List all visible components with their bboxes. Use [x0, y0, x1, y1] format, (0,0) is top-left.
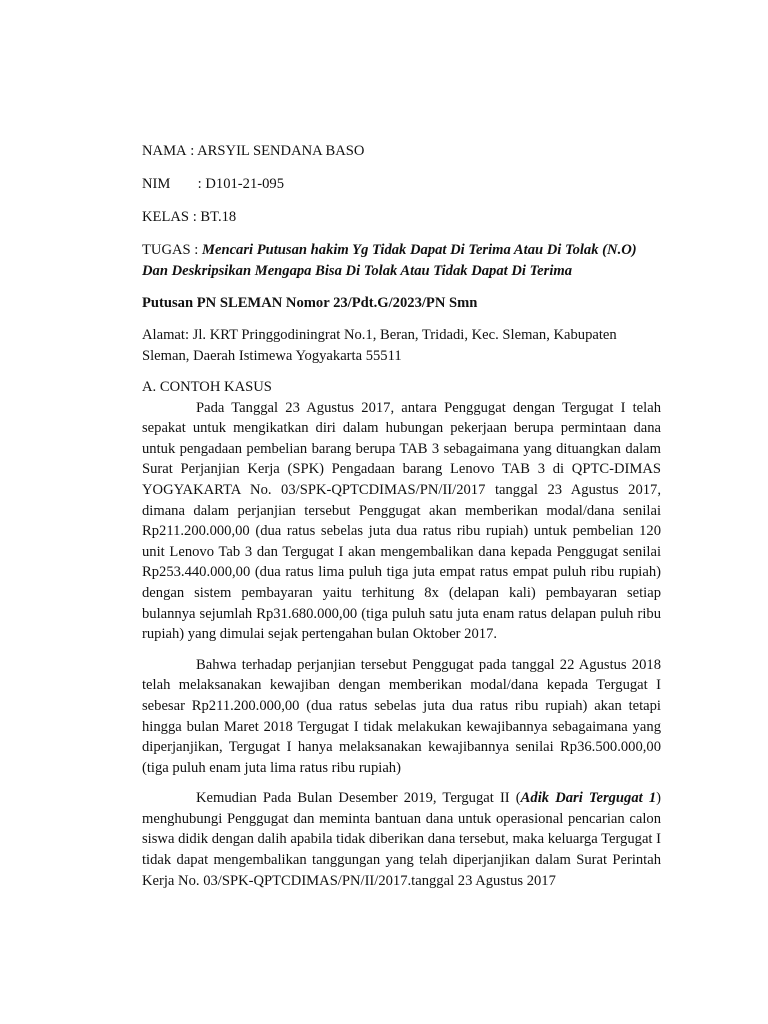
- section-title: A. CONTOH KASUS: [142, 379, 272, 395]
- task-text: Mencari Putusan hakim Yg Tidak Dapat Di Terima Atau Di Tolak (N.O) Dan Deskripsikan Mengapa Bisa Di Tolak Atau Tidak Dapat Di Terima: [142, 242, 637, 279]
- field-kelas: [142, 207, 661, 228]
- paragraph-3-before: Kemudian Pada Bulan Desember 2019, Tergugat II (: [196, 790, 521, 807]
- task-description: [142, 240, 661, 282]
- kelas-value: : BT.18: [192, 209, 237, 225]
- kelas-label: KELAS: [142, 209, 190, 225]
- case-heading: Putusan PN SLEMAN Nomor 23/Pdt.G/2023/PN Smn: [142, 295, 478, 311]
- nama-label: NAMA: [142, 143, 187, 159]
- paragraph-3-after: ) menghubungi Penggugat dan meminta bantuan dana untuk operasional pencarian calon siswa didik dengan dalih apabila tidak diberikan dana tersebut, maka keluarga Tergugat I tidak dapat mengembalikan tanggungan yang telah diperjanjikan dalam Surat Perintah Kerja No. 03/SPK-QPTCDIMAS/PN/II/2017.tanggal 23 Agustus 2017: [142, 790, 661, 889]
- paragraph-2: Bahwa terhadap perjanjian tersebut Penggugat pada tanggal 22 Agustus 2018 telah melaksanakan kewajiban dengan memberikan modal/dana kepada Tergugat I sebesar Rp211.200.000,00 (dua ratus sebelas juta dua ratus ribu rupiah) akan tetapi hingga bulan Maret 2018 Tergugat I tidak melakukan kewajibannya sebagaimana yang diperjanjikan, Tergugat I hanya melaksanakan kewajibannya senilai Rp36.500.000,00 (tiga puluh enam juta lima ratus ribu rupiah): [142, 656, 661, 776]
- paragraph-1: Pada Tanggal 23 Agustus 2017, antara Penggugat dengan Tergugat I telah sepakat untuk mengikatkan diri dalam hubungan pekerjaan berupa permintaan dana untuk pengadaan pembelian barang berupa TAB 3 sebagaimana yang dituangkan dalam Surat Perjanjian Kerja (SPK) Pengadaan barang Lenovo TAB 3 di QPTC-DIMAS YOGYAKARTA No. 03/SPK-QPTCDIMAS/PN/II/2017 tanggal 23 Agustus 2017, dimana dalam perjanjian tersebut Penggugat akan memberikan modal/dana senilai Rp211.200.000,00 (dua ratus sebelas juta dua ratus ribu rupiah) untuk pembelian 120 unit Lenovo Tab 3 dan Tergugat I akan mengembalikan dana kepada Penggugat senilai Rp253.440.000,00 (dua ratus lima puluh tiga juta empat ratus empat puluh ribu rupiah) dengan sistem pembayaran yaitu terhitung 8x (delapan kali) pembayaran setiap bulannya sejumlah Rp31.680.000,00 (tiga puluh satu juta enam ratus delapan puluh ribu rupiah) yang dimulai sejak pertengahan bulan Oktober 2017.: [142, 399, 661, 643]
- nama-value: : ARSYIL SENDANA BASO: [190, 143, 365, 159]
- task-label: TUGAS :: [142, 242, 202, 258]
- court-address: Alamat: Jl. KRT Pringgodiningrat No.1, Beran, Tridadi, Kec. Sleman, Kabupaten Sleman, Daerah Istimewa Yogyakarta 55511: [142, 327, 617, 364]
- paragraph-3: [142, 788, 661, 891]
- nim-value: : D101-21-095: [197, 176, 284, 192]
- paragraph-3-emphasis: Adik Dari Tergugat 1: [520, 790, 657, 807]
- document-page: [142, 141, 661, 901]
- field-nama: [142, 141, 661, 162]
- nim-label: NIM: [142, 176, 171, 192]
- field-nim: [142, 174, 661, 195]
